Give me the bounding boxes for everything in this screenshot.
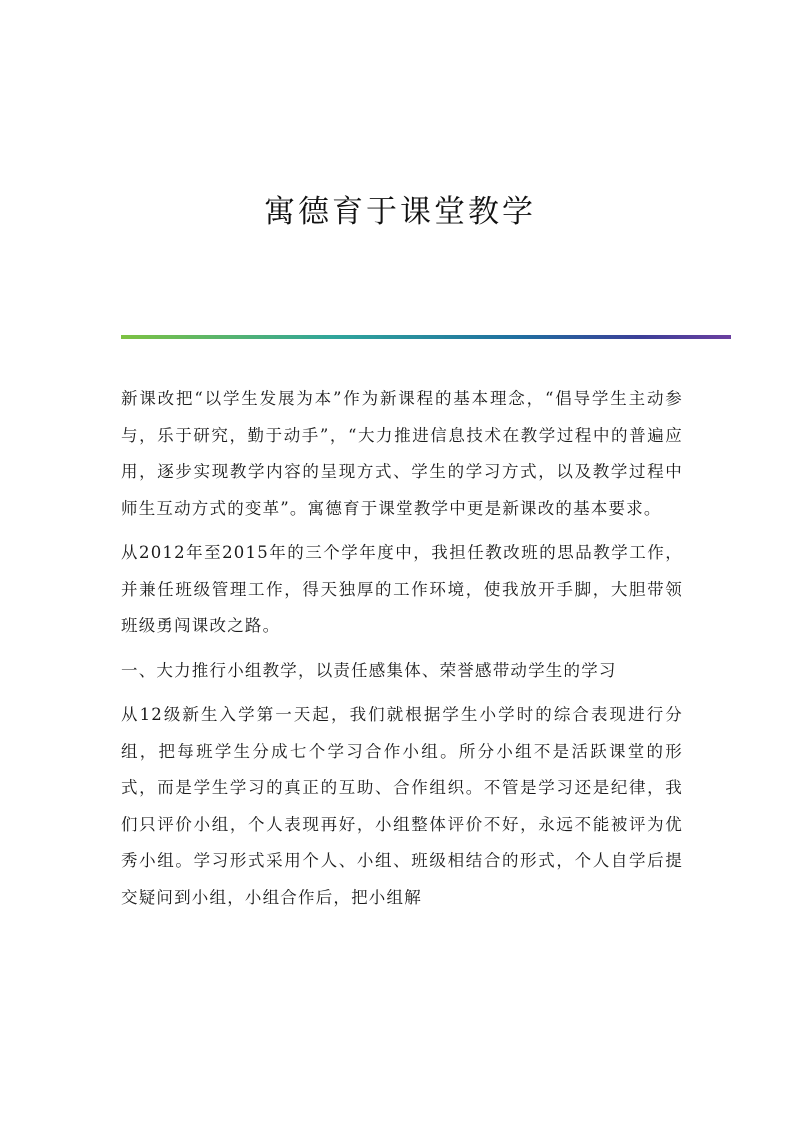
- paragraph-1: 新课改把“以学生发展为本”作为新课程的基本理念，“倡导学生主动参与，乐于研究，勤于动手”，“大力推进信息技术在教学过程中的普遍应用，逐步实现教学内容的呈现方式、学生的学习方式，以及教学过程中师生互动方式的变革”。寓德育于课堂教学中更是新课改的基本要求。: [121, 389, 683, 518]
- paragraph-3: 从12级新生入学第一天起，我们就根据学生小学时的综合表现进行分组，把每班学生分成七个学习合作小组。所分小组不是活跃课堂的形式，而是学生学习的真正的互助、合作组织。不管是学习还是纪律，我们只评价小组，个人表现再好，小组整体评价不好，永远不能被评为优秀小组。学习形式采用个人、小组、班级相结合的形式，个人自学后提交疑问到小组，小组合作后，把小组解: [121, 705, 683, 907]
- paragraph-2: 从2012年至2015年的三个学年度中，我担任教改班的思品教学工作，并兼任班级管理工作，得天独厚的工作环境，使我放开手脚，大胆带领班级勇闯课改之路。: [121, 543, 683, 635]
- title-divider: [121, 335, 731, 339]
- document-title: 寓德育于课堂教学: [264, 194, 536, 230]
- section-heading-1: 一、大力推行小组教学，以责任感集体、荣誉感带动学生的学习: [121, 660, 617, 680]
- document-body: [121, 381, 683, 924]
